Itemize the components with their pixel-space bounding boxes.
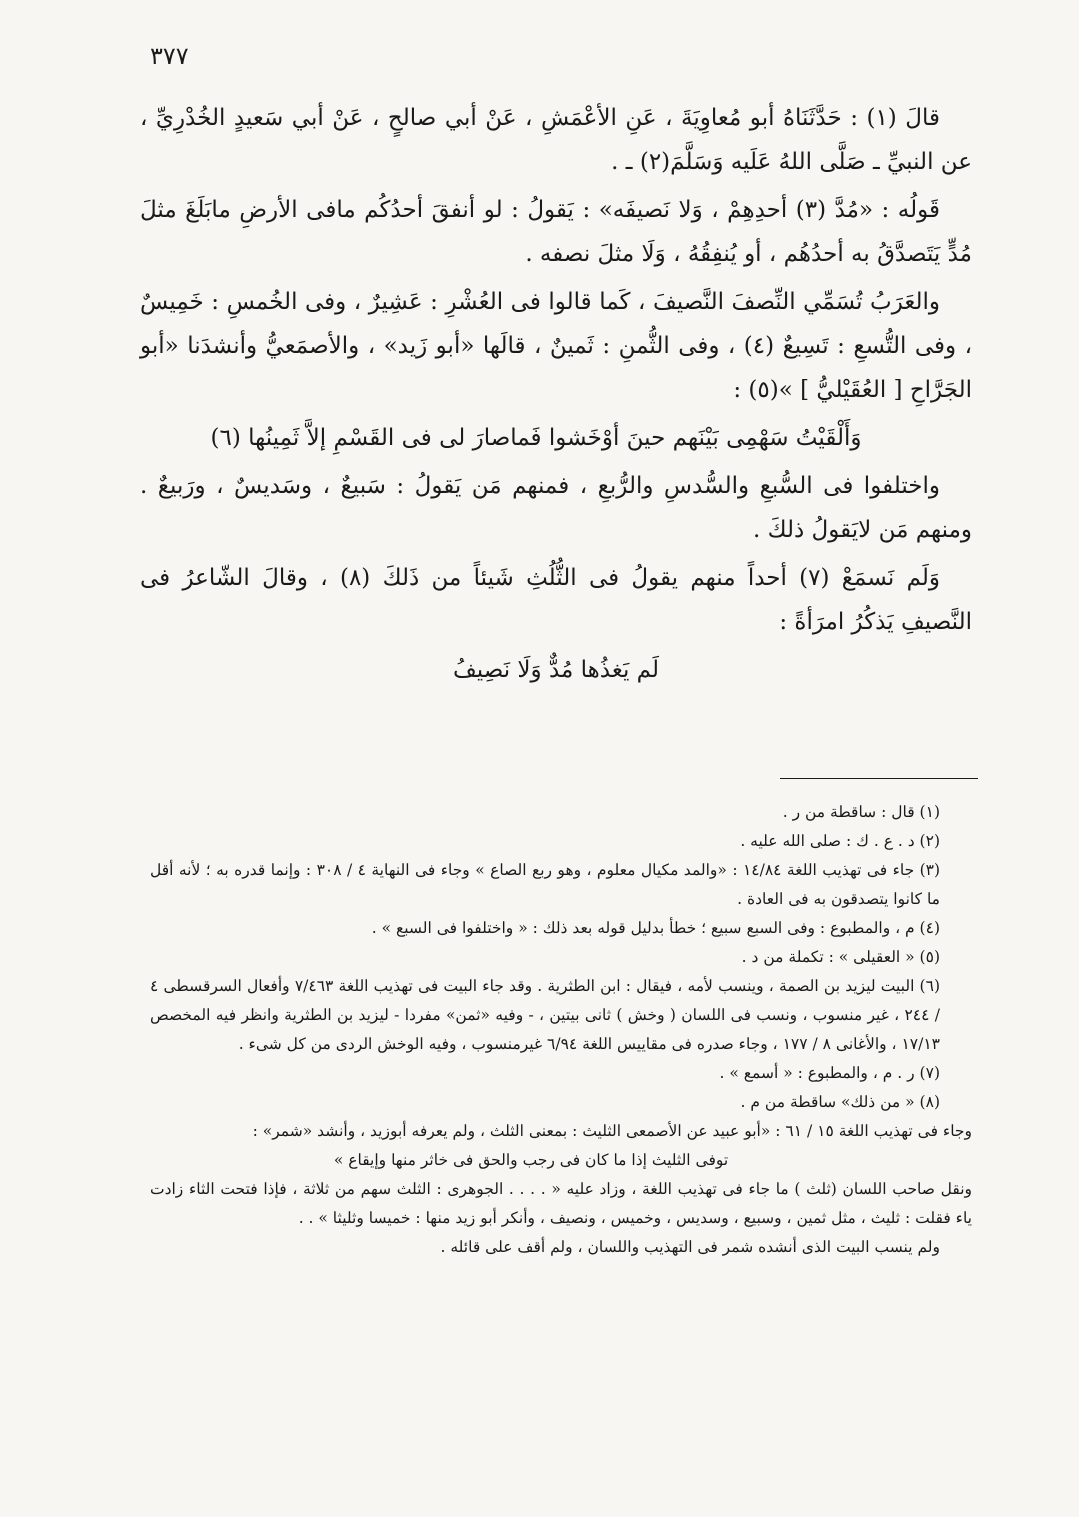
poetry-verse: وَأَلْقَيْتُ سَهْمِى بَيْنَهم حينَ أوْخَشوا فَماصارَ لى فى القَسْمِ إلاَّ ثَمِينُها (٦) <box>210 425 862 451</box>
paragraph-disagreement: واختلفوا فى السُّبعِ والسُّدسِ والرُّبعِ ، فمنهم مَن يَقولُ : سَبيعٌ ، وسَديسٌ ، ورَبيعٌ . ومنهم مَن لايَقولُ ذلكَ . <box>140 473 972 543</box>
footnote-8-closing: ولم ينسب البيت الذى أنشده شمر فى التهذيب واللسان ، ولم أقف على قائله . <box>440 1238 940 1256</box>
footnote-1: (١) قال : ساقطة من ر . <box>782 803 940 821</box>
paragraph-thuluth: وَلَم نَسمَعْ (٧) أحداً منهم يقولُ فى الثُّلُثِ شَيئاً من ذَلكَ (٨) ، وقالَ الشّاعرُ فى النَّصيفِ يَذكُرُ امرَأةً : <box>140 565 972 635</box>
footnote-2: (٢) د . ع . ك : صلى الله عليه . <box>740 832 940 850</box>
footnote-3: (٣) جاء فى تهذيب اللغة ١٤/٨٤ : «والمد مكيال معلوم ، وهو ربع الصاع » وجاء فى النهاية ٤ / ٣٠٨ : وإنما قدره به ؛ لأنه أقل ما كانوا يتصدقون به فى العادة . <box>150 861 941 908</box>
footnote-6: (٦) البيت ليزيد بن الصمة ، وينسب لأمه ، فيقال : ابن الطثرية . وقد جاء البيت فى تهذيب اللغة ٧/٤٦٣ وأفعال السرقسطى ٤ / ٢٤٤ ، غير منسوب ، ونسب فى اللسان ( وخش ) ثانى بيتين ، - وفيه «ثمن» مفردا - ليزيد بن الطثرية وانظر فيه المخصص ١٧/١٣ ، والأغانى ٨ / ١٧٧ ، وجاء صدره فى مقاييس اللغة ٦/٩٤ غيرمنسوب ، وفيه الوخش الردى من كل شىء . <box>150 977 940 1053</box>
page-number: ٣٧٧ <box>150 42 189 70</box>
poetry-hemistich: لَم يَغذُها مُدٌّ وَلَا نَصِيفُ <box>453 657 659 683</box>
footnote-8-tahdhib: وجاء فى تهذيب اللغة ١٥ / ٦١ : «أبو عبيد عن الأصمعى الثليث : بمعنى الثلث ، ولم يعرفه أبوزيد ، وأنشد «شمر» : <box>252 1122 972 1140</box>
footnotes <box>150 798 972 1262</box>
footnote-8-verse: توفى الثليث إذا ما كان فى رجب والحق فى خاثر منها وإيقاع » <box>333 1151 729 1169</box>
footnote-divider <box>780 778 978 779</box>
footnote-8: (٨) « من ذلك» ساقطة من م . <box>740 1093 940 1111</box>
footnote-5: (٥) « العقيلى » : تكملة من د . <box>741 948 940 966</box>
footnote-4: (٤) م ، والمطبوع : وفى السبع سبيع ؛ خطأ بدليل قوله بعد ذلك : « واختلفوا فى السبع » . <box>371 919 940 937</box>
footnote-7: (٧) ر . م ، والمطبوع : « أسمع » . <box>719 1064 940 1082</box>
paragraph-nasif: والعَرَبُ تُسَمِّي النِّصفَ النَّصيفَ ، كَما قالوا فى العُشْرِ : عَشِيرٌ ، وفى الخُمسِ : خَمِيسٌ ، وفى التُّسعِ : تَسِيعٌ (٤) ، وفى الثُّمنِ : ثَمينٌ ، قالَها «أبو زَيد» ، والأصمَعيُّ وأنشدَنا «أبو الجَرَّاحِ [ العُقَيْليُّ ] »(٥) : <box>140 289 973 403</box>
paragraph-mudd: قَولُه : «مُدَّ (٣) أحدِهِمْ ، وَلا نَصيفَه» : يَقولُ : لو أنفقَ أحدُكُم مافى الأرضِ مابَلَغَ مثلَ مُدٍّ يَتَصدَّقُ به أحدُهُم ، أو يُنفِقُهُ ، وَلَا مثلَ نصفه . <box>140 197 972 267</box>
paragraph-isnad: قالَ (١) : حَدَّثَنَاهُ أبو مُعاوِيَةَ ، عَنِ الأعْمَشِ ، عَنْ أبي صالحٍ ، عَنْ أبي سَعيدٍ الخُدْرِيِّ ، عن النبيِّ ـ صَلَّى اللهُ عَلَيه وَسَلَّمَ(٢) ـ . <box>140 105 972 175</box>
footnote-8-lisan: ونقل صاحب اللسان (ثلث ) ما جاء فى تهذيب اللغة ، وزاد عليه « . . . . الجوهرى : الثلث سهم من ثلاثة ، فإذا فتحت الثاء زادت ياء فقلت : ثليث ، مثل ثمين ، وسبيع ، وسديس ، وخميس ، ونصيف ، وأنكر أبو زيد منها : خميسا وثليثا » . . <box>150 1180 972 1227</box>
main-text <box>140 96 972 696</box>
